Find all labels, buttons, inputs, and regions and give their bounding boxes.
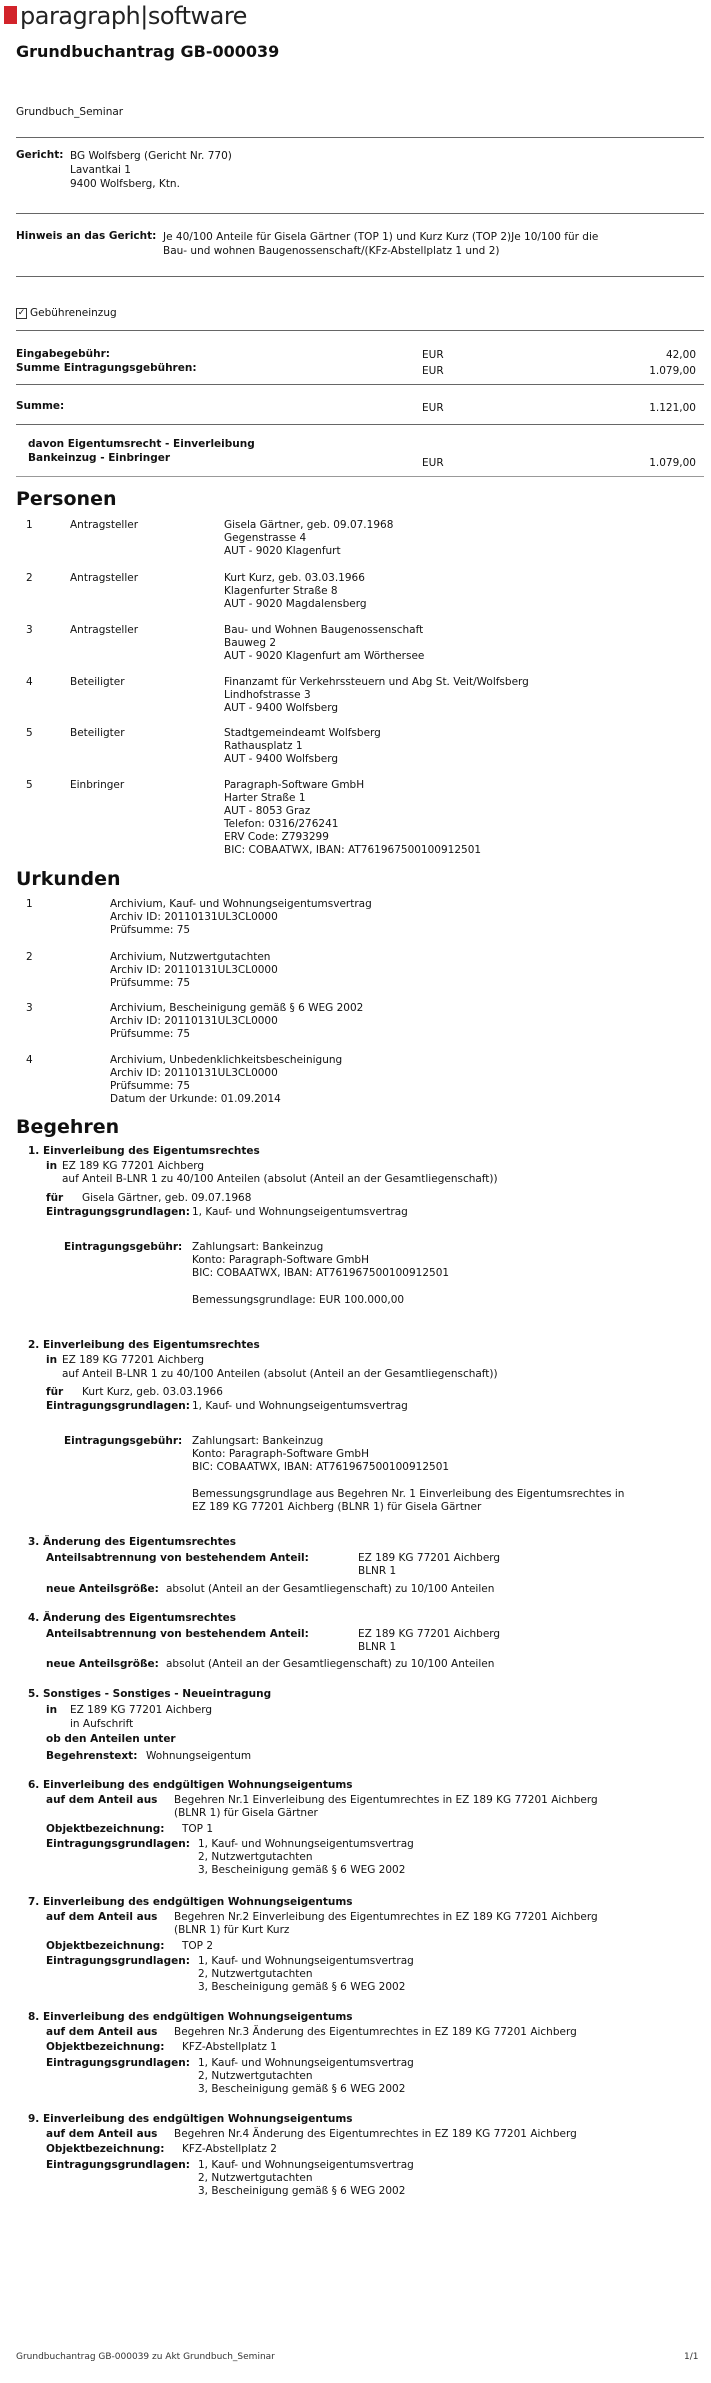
- urkunde-details: [110, 898, 372, 937]
- page-number: 1/1: [684, 2352, 699, 2362]
- in-label: in: [46, 1160, 58, 1172]
- person-line: Bau- und Wohnen Baugenossenschaft: [224, 624, 424, 636]
- person-line: Telefon: 0316/276241: [224, 818, 339, 830]
- person-line: Bauweg 2: [224, 637, 277, 649]
- anteil-value: auf Anteil B-LNR 1 zu 40/100 Anteilen (absolut (Anteil an der Gesamtliegenschaft)): [62, 1173, 498, 1185]
- summe-label: Summe:: [16, 400, 65, 412]
- objekt-label: Objektbezeichnung:: [46, 1940, 165, 1952]
- begehren-title: 2. Einverleibung des Eigentumsrechtes: [28, 1339, 260, 1351]
- grund-details: [198, 1955, 414, 1994]
- ob-label: ob den Anteilen unter: [46, 1733, 176, 1745]
- begehrenstext-value: Wohnungseigentum: [146, 1750, 252, 1762]
- person-details: [224, 572, 367, 611]
- grund-line: 3, Bescheinigung gemäß § 6 WEG 2002: [198, 2185, 406, 2197]
- objekt-value: KFZ-Abstellplatz 1: [182, 2041, 277, 2053]
- person-line: AUT - 8053 Graz: [224, 805, 311, 817]
- grund-line: 1, Kauf- und Wohnungseigentumsvertrag: [198, 2057, 414, 2069]
- davon-amount: 1.079,00: [649, 457, 696, 469]
- urkunde-line: Prüfsumme: 75: [110, 1028, 191, 1040]
- grund-line: 3, Bescheinigung gemäß § 6 WEG 2002: [198, 1864, 406, 1876]
- abtrennung-line: BLNR 1: [358, 1565, 397, 1577]
- gebuehr-label: Eintragungsgebühr:: [64, 1435, 183, 1447]
- abtrennung-line: EZ 189 KG 77201 Aichberg: [358, 1628, 501, 1640]
- fee-label: Summe Eintragungsgebühren:: [16, 362, 197, 374]
- gebuehr-line: BIC: COBAATWX, IBAN: AT761967500100912501: [192, 1461, 450, 1473]
- grund-line: 2, Nutzwertgutachten: [198, 2070, 313, 2082]
- abtrennung-label: Anteilsabtrennung von bestehendem Anteil:: [46, 1552, 309, 1564]
- hinweis-text: [163, 230, 598, 258]
- person-line: Kurt Kurz, geb. 03.03.1966: [224, 572, 365, 584]
- person-line: Rathausplatz 1: [224, 740, 303, 752]
- urkunde-number: 2: [26, 951, 33, 963]
- anteil-value: auf Anteil B-LNR 1 zu 40/100 Anteilen (absolut (Anteil an der Gesamtliegenschaft)): [62, 1368, 498, 1380]
- anteil-line: Begehren Nr.1 Einverleibung des Eigentumrechtes in EZ 189 KG 77201 Aichberg: [174, 1794, 598, 1806]
- gebuehr-label: Eintragungsgebühr:: [64, 1241, 183, 1253]
- person-line: AUT - 9400 Wolfsberg: [224, 702, 339, 714]
- anteil-line: Begehren Nr.4 Änderung des Eigentumrechtes in EZ 189 KG 77201 Aichberg: [174, 2128, 577, 2140]
- person-details: [224, 727, 381, 766]
- urkunde-line: Archivium, Nutzwertgutachten: [110, 951, 271, 963]
- person-number: 5: [26, 779, 33, 791]
- objekt-label: Objektbezeichnung:: [46, 1823, 165, 1835]
- begehren-title: 8. Einverleibung des endgültigen Wohnungseigentums: [28, 2011, 353, 2023]
- neu-label: neue Anteilsgröße:: [46, 1658, 159, 1670]
- neu-value: absolut (Anteil an der Gesamtliegenschaft) zu 10/100 Anteilen: [166, 1658, 495, 1670]
- anteil-details: [174, 2128, 577, 2141]
- summe-currency: EUR: [422, 402, 444, 414]
- person-details: [224, 519, 393, 558]
- fuer-value: Gisela Gärtner, geb. 09.07.1968: [82, 1192, 252, 1204]
- person-line: AUT - 9020 Magdalensberg: [224, 598, 367, 610]
- hinweis-line: Je 40/100 Anteile für Gisela Gärtner (TOP 1) und Kurz Kurz (TOP 2)Je 10/100 für die: [163, 231, 599, 243]
- anteil-label: auf dem Anteil aus: [46, 1794, 158, 1806]
- person-line: Harter Straße 1: [224, 792, 306, 804]
- divider: [16, 384, 704, 385]
- grund-line: 1, Kauf- und Wohnungseigentumsvertrag: [198, 1955, 414, 1967]
- gericht-line: BG Wolfsberg (Gericht Nr. 770): [70, 150, 232, 162]
- urkunde-line: Archiv ID: 20110131UL3CL0000: [110, 964, 278, 976]
- logo-red-square: [4, 6, 17, 24]
- anteil-details: [174, 1794, 598, 1820]
- person-number: 5: [26, 727, 33, 739]
- person-line: AUT - 9020 Klagenfurt: [224, 545, 341, 557]
- person-line: Lindhofstrasse 3: [224, 689, 311, 701]
- urkunde-number: 1: [26, 898, 33, 910]
- person-line: Stadtgemeindeamt Wolfsberg: [224, 727, 381, 739]
- objekt-value: TOP 1: [182, 1823, 214, 1835]
- gebuehreneinzug-label: Gebühreneinzug: [30, 307, 117, 319]
- person-details: [224, 779, 481, 857]
- davon-currency: EUR: [422, 457, 444, 469]
- grund-value: 1, Kauf- und Wohnungseigentumsvertrag: [192, 1206, 408, 1218]
- abtrennung-details: [358, 1628, 500, 1654]
- person-line: Gisela Gärtner, geb. 09.07.1968: [224, 519, 394, 531]
- begehren-title: 4. Änderung des Eigentumsrechtes: [28, 1612, 236, 1624]
- bemessung-line: Bemessungsgrundlage aus Begehren Nr. 1 Einverleibung des Eigentumsrechtes in: [192, 1488, 625, 1500]
- gebuehr-line: Konto: Paragraph-Software GmbH: [192, 1254, 369, 1266]
- anteil-label: auf dem Anteil aus: [46, 2128, 158, 2140]
- grund-details: [198, 1838, 414, 1877]
- person-role: Antragsteller: [70, 624, 139, 636]
- abtrennung-line: EZ 189 KG 77201 Aichberg: [358, 1552, 501, 1564]
- fee-currency: EUR: [422, 349, 444, 361]
- person-number: 1: [26, 519, 33, 531]
- abtrennung-details: [358, 1552, 500, 1578]
- person-line: ERV Code: Z793299: [224, 831, 329, 843]
- bemessung-details: [192, 1488, 624, 1514]
- page-title: Grundbuchantrag GB-000039: [16, 42, 280, 61]
- divider: [16, 424, 704, 425]
- person-number: 3: [26, 624, 33, 636]
- fee-amount: 42,00: [665, 349, 696, 361]
- gebuehr-line: Zahlungsart: Bankeinzug: [192, 1241, 324, 1253]
- person-number: 2: [26, 572, 33, 584]
- fuer-value: Kurt Kurz, geb. 03.03.1966: [82, 1386, 223, 1398]
- grund-line: 3, Bescheinigung gemäß § 6 WEG 2002: [198, 1981, 406, 1993]
- neu-label: neue Anteilsgröße:: [46, 1583, 159, 1595]
- begehren-title: 6. Einverleibung des endgültigen Wohnungseigentums: [28, 1779, 353, 1791]
- divider: [16, 137, 704, 138]
- personen-heading: Personen: [16, 488, 117, 510]
- begehren-title: 1. Einverleibung des Eigentumsrechtes: [28, 1145, 260, 1157]
- grund-label: Eintragungsgrundlagen:: [46, 2159, 190, 2171]
- anteil-line: Begehren Nr.2 Einverleibung des Eigentumrechtes in EZ 189 KG 77201 Aichberg: [174, 1911, 598, 1923]
- person-role: Beteiligter: [70, 727, 125, 739]
- gericht-label: Gericht:: [16, 149, 64, 161]
- person-line: Klagenfurter Straße 8: [224, 585, 338, 597]
- anteil-line: (BLNR 1) für Kurt Kurz: [174, 1924, 290, 1936]
- objekt-value: KFZ-Abstellplatz 2: [182, 2143, 277, 2155]
- in-label: in: [46, 1704, 58, 1716]
- gebuehr-line: BIC: COBAATWX, IBAN: AT761967500100912501: [192, 1267, 450, 1279]
- begehren-title: 5. Sonstiges - Sonstiges - Neueintragung: [28, 1688, 272, 1700]
- divider: [16, 476, 704, 477]
- gebuehr-details: [192, 1241, 449, 1280]
- abtrennung-label: Anteilsabtrennung von bestehendem Anteil:: [46, 1628, 309, 1640]
- person-details: [224, 676, 529, 715]
- grund-line: 2, Nutzwertgutachten: [198, 2172, 313, 2184]
- footer-text: Grundbuchantrag GB-000039 zu Akt Grundbuch_Seminar: [16, 2352, 275, 2362]
- gericht-line: 9400 Wolfsberg, Ktn.: [70, 178, 180, 190]
- urkunde-details: [110, 951, 278, 990]
- person-role: Beteiligter: [70, 676, 125, 688]
- fee-label: Eingabegebühr:: [16, 348, 110, 360]
- grund-label: Eintragungsgrundlagen:: [46, 2057, 190, 2069]
- grund-value: 1, Kauf- und Wohnungseigentumsvertrag: [192, 1400, 408, 1412]
- urkunde-line: Prüfsumme: 75: [110, 977, 191, 989]
- divider: [16, 276, 704, 277]
- in-value: EZ 189 KG 77201 Aichberg: [62, 1354, 205, 1366]
- person-role: Antragsteller: [70, 519, 139, 531]
- grund-details: [198, 2057, 414, 2096]
- grund-line: 2, Nutzwertgutachten: [198, 1968, 313, 1980]
- urkunde-line: Archivium, Bescheinigung gemäß § 6 WEG 2002: [110, 1002, 364, 1014]
- person-line: AUT - 9020 Klagenfurt am Wörthersee: [224, 650, 425, 662]
- person-line: BIC: COBAATWX, IBAN: AT761967500100912501: [224, 844, 482, 856]
- gebuehreneinzug-checkbox[interactable]: [16, 308, 27, 319]
- begehren-title: 3. Änderung des Eigentumsrechtes: [28, 1536, 236, 1548]
- person-role: Antragsteller: [70, 572, 139, 584]
- person-line: Finanzamt für Verkehrssteuern und Abg St. Veit/Wolfsberg: [224, 676, 529, 688]
- urkunde-line: Archiv ID: 20110131UL3CL0000: [110, 1067, 278, 1079]
- person-line: Paragraph-Software GmbH: [224, 779, 365, 791]
- person-role: Einbringer: [70, 779, 125, 791]
- urkunden-heading: Urkunden: [16, 868, 121, 890]
- davon-sublabel: Bankeinzug - Einbringer: [28, 452, 171, 464]
- anteil-line: (BLNR 1) für Gisela Gärtner: [174, 1807, 318, 1819]
- gericht-line: Lavantkai 1: [70, 164, 131, 176]
- begehren-heading: Begehren: [16, 1116, 120, 1138]
- urkunde-line: Datum der Urkunde: 01.09.2014: [110, 1093, 281, 1105]
- person-line: AUT - 9400 Wolfsberg: [224, 753, 339, 765]
- anteil-line: Begehren Nr.3 Änderung des Eigentumrechtes in EZ 189 KG 77201 Aichberg: [174, 2026, 577, 2038]
- neu-value: absolut (Anteil an der Gesamtliegenschaft) zu 10/100 Anteilen: [166, 1583, 495, 1595]
- anteil-label: auf dem Anteil aus: [46, 2026, 158, 2038]
- objekt-label: Objektbezeichnung:: [46, 2041, 165, 2053]
- anteil-label: auf dem Anteil aus: [46, 1911, 158, 1923]
- in-label: in: [46, 1354, 58, 1366]
- gebuehr-line: Konto: Paragraph-Software GmbH: [192, 1448, 369, 1460]
- company-logo: [4, 2, 264, 30]
- objekt-label: Objektbezeichnung:: [46, 2143, 165, 2155]
- in-value: EZ 189 KG 77201 Aichberg: [70, 1704, 213, 1716]
- fee-currency: EUR: [422, 365, 444, 377]
- gericht-address: [70, 149, 232, 191]
- grund-label: Eintragungsgrundlagen:: [46, 1838, 190, 1850]
- checkmark-icon: ✓: [17, 308, 26, 318]
- urkunde-line: Archiv ID: 20110131UL3CL0000: [110, 911, 278, 923]
- urkunde-line: Prüfsumme: 75: [110, 1080, 191, 1092]
- objekt-value: TOP 2: [182, 1940, 214, 1952]
- begehren-title: 9. Einverleibung des endgültigen Wohnungseigentums: [28, 2113, 353, 2125]
- urkunde-number: 4: [26, 1054, 33, 1066]
- person-number: 4: [26, 676, 33, 688]
- urkunde-details: [110, 1054, 342, 1106]
- urkunde-details: [110, 1002, 363, 1041]
- begehrenstext-label: Begehrenstext:: [46, 1750, 138, 1762]
- hinweis-line: Bau- und wohnen Baugenossenschaft/(KFz-Abstellplatz 1 und 2): [163, 245, 500, 257]
- grund-line: 3, Bescheinigung gemäß § 6 WEG 2002: [198, 2083, 406, 2095]
- logo-text: paragraph|software: [20, 2, 247, 30]
- hinweis-label: Hinweis an das Gericht:: [16, 230, 157, 242]
- divider: [16, 213, 704, 214]
- gebuehr-details: [192, 1435, 449, 1474]
- urkunde-line: Prüfsumme: 75: [110, 924, 191, 936]
- anteil-details: [174, 1911, 598, 1937]
- aufschrift-value: in Aufschrift: [70, 1718, 134, 1730]
- person-details: [224, 624, 424, 663]
- begehren-title: 7. Einverleibung des endgültigen Wohnungseigentums: [28, 1896, 353, 1908]
- urkunde-number: 3: [26, 1002, 33, 1014]
- grund-label: Eintragungsgrundlagen:: [46, 1206, 190, 1218]
- gebuehr-line: Zahlungsart: Bankeinzug: [192, 1435, 324, 1447]
- grund-label: Eintragungsgrundlagen:: [46, 1955, 190, 1967]
- grund-line: 2, Nutzwertgutachten: [198, 1851, 313, 1863]
- grund-label: Eintragungsgrundlagen:: [46, 1400, 190, 1412]
- anteil-details: [174, 2026, 577, 2039]
- urkunde-line: Archiv ID: 20110131UL3CL0000: [110, 1015, 278, 1027]
- davon-label: davon Eigentumsrecht - Einverleibung: [28, 438, 255, 450]
- fee-amount: 1.079,00: [649, 365, 696, 377]
- fuer-label: für: [46, 1386, 64, 1398]
- urkunde-line: Archivium, Unbedenklichkeitsbescheinigung: [110, 1054, 343, 1066]
- grund-details: [198, 2159, 414, 2198]
- in-value: EZ 189 KG 77201 Aichberg: [62, 1160, 205, 1172]
- abtrennung-line: BLNR 1: [358, 1641, 397, 1653]
- grund-line: 1, Kauf- und Wohnungseigentumsvertrag: [198, 2159, 414, 2171]
- fuer-label: für: [46, 1192, 64, 1204]
- summe-amount: 1.121,00: [649, 402, 696, 414]
- grund-line: 1, Kauf- und Wohnungseigentumsvertrag: [198, 1838, 414, 1850]
- divider: [16, 330, 704, 331]
- page-subtitle: Grundbuch_Seminar: [16, 106, 124, 118]
- bemessung-value: Bemessungsgrundlage: EUR 100.000,00: [192, 1294, 405, 1306]
- bemessung-line: EZ 189 KG 77201 Aichberg (BLNR 1) für Gisela Gärtner: [192, 1501, 482, 1513]
- person-line: Gegenstrasse 4: [224, 532, 307, 544]
- urkunde-line: Archivium, Kauf- und Wohnungseigentumsvertrag: [110, 898, 372, 910]
